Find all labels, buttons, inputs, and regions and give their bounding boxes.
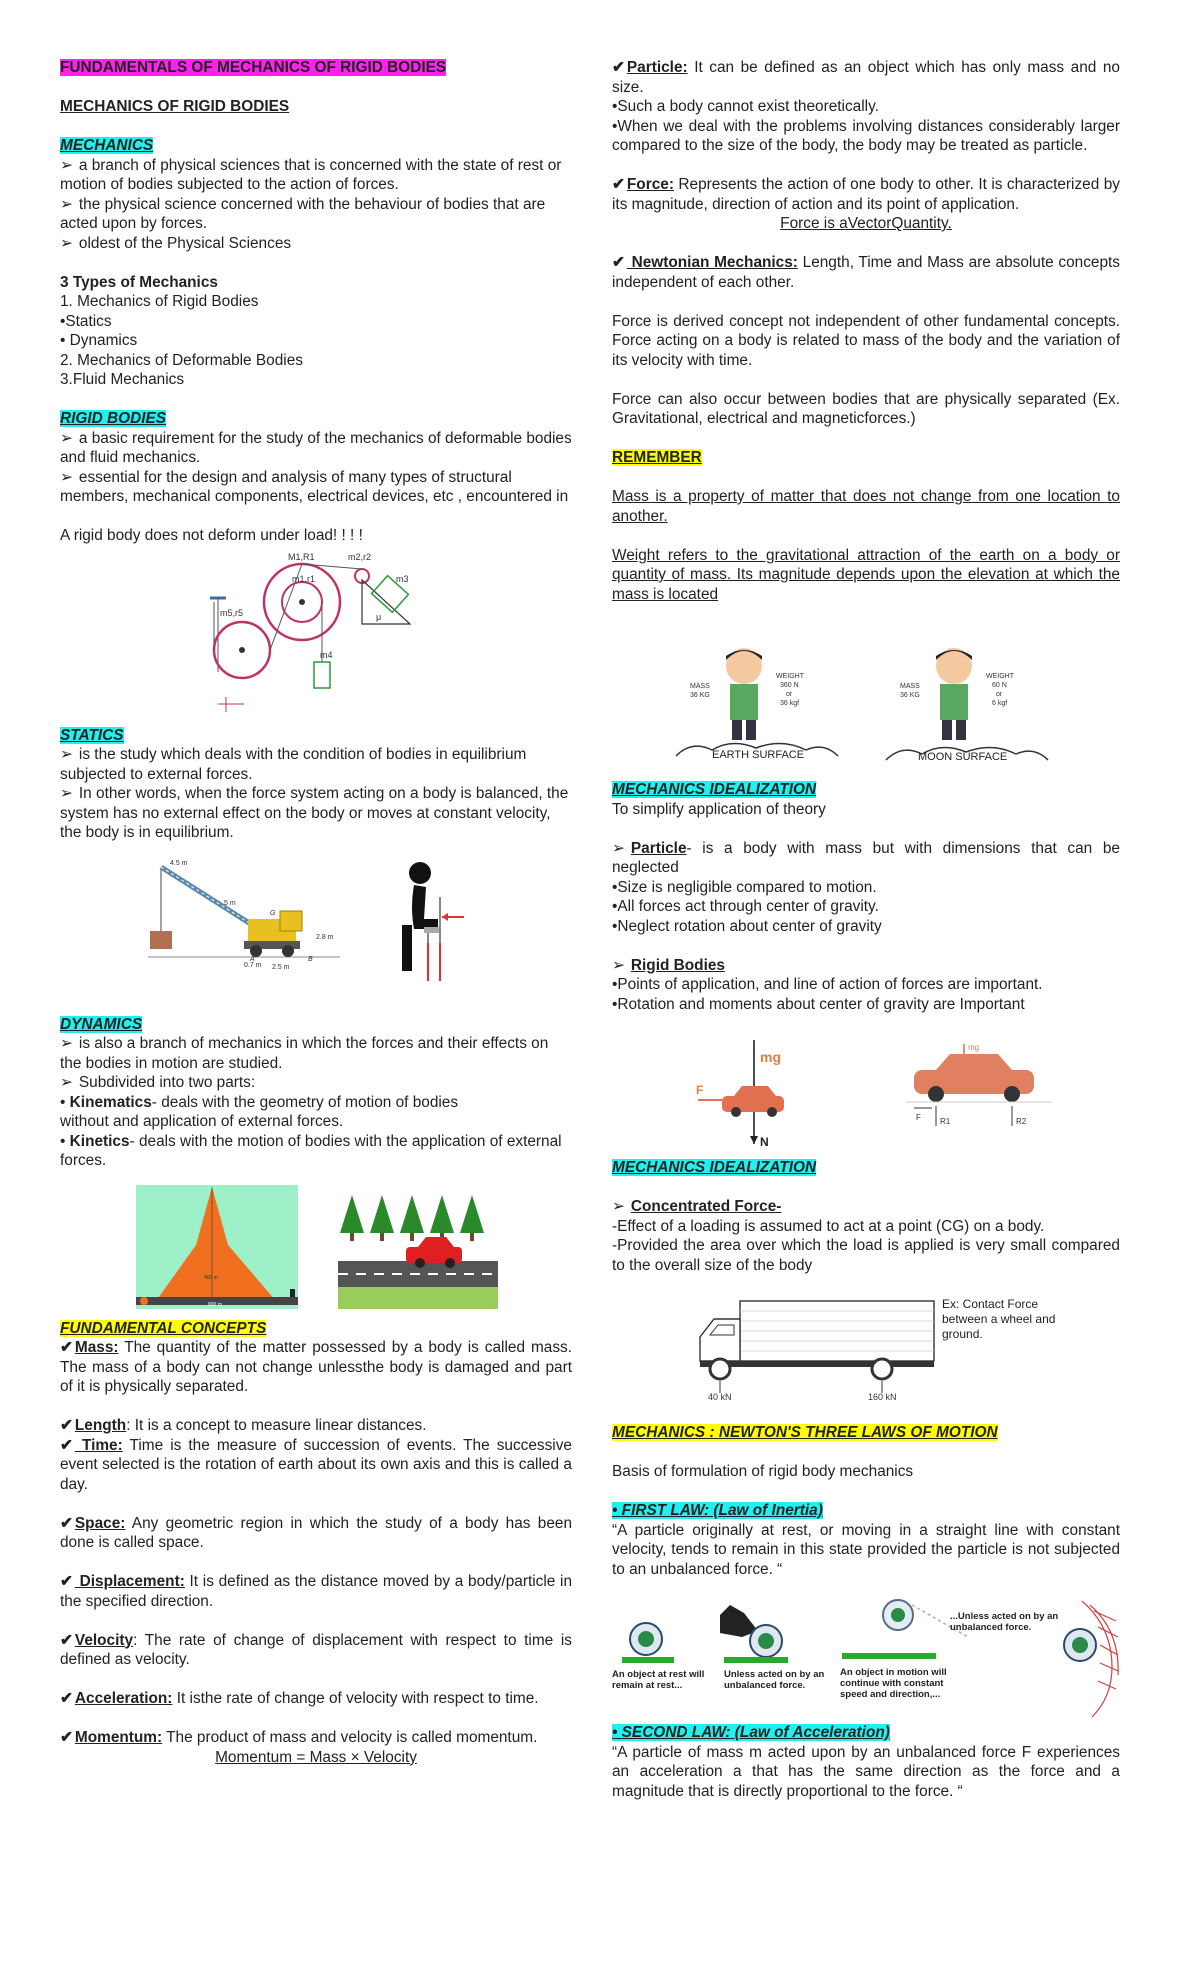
crane-label-g: G: [270, 909, 276, 917]
moon-weight-or: or: [996, 691, 1003, 698]
concept-mass: ✔ Mass: The quantity of the matter possessed by a body is called mass. The mass of a body can not change unlessthe body is damaged and part of it is physically separated.: [60, 1339, 572, 1395]
section-title: MECHANICS OF RIGID BODIES: [60, 98, 290, 115]
label-m5r5: m5,r5: [220, 607, 244, 618]
statics-item: ➢ is the study which deals with the condition of bodies in equilibrium subjected to external forces.: [60, 746, 527, 783]
car1-mg-label: mg: [760, 1049, 781, 1065]
types-item: 1. Mechanics of Rigid Bodies: [60, 293, 259, 310]
ball-caption-d: ...Unless acted on by an unbalanced force.: [950, 1611, 1059, 1633]
mechanics-heading: MECHANICS: [60, 137, 154, 154]
moon-weight-value2: 6 kgf: [992, 700, 1008, 707]
particle-definition: ✔ Particle: It can be defined as an object which has only mass and no size.: [612, 59, 1120, 96]
particle-idealization-item: •Neglect rotation about center of gravity: [612, 917, 882, 935]
momentum-formula: Momentum = Mass × Velocity: [215, 1748, 417, 1766]
label-mu: μ: [376, 611, 382, 622]
kinetics-item: • Kinetics- deals with the motion of bodies with the application of external forces.: [60, 1132, 562, 1169]
newton-heading: MECHANICS : NEWTON'S THREE LAWS OF MOTION: [612, 1424, 998, 1441]
dynamics-heading: DYNAMICS: [60, 1015, 143, 1033]
fundamental-heading: FUNDAMENTAL CONCEPTS: [60, 1319, 267, 1337]
remember-weight: Weight refers to the gravitational attraction of the earth on a body or quantity of mass. Its magnitude depends upon the elevation at which the mass is located: [612, 546, 1120, 603]
second-law-heading: • SECOND LAW: (Law of Acceleration): [612, 1724, 890, 1741]
types-item: 2. Mechanics of Deformable Bodies: [60, 351, 303, 369]
first-law-text: “A particle originally at rest, or moving in a straight line with constant velocity, tends to remain in this state provided the particle is not subjected to an unbalanced force. “: [612, 1521, 1120, 1578]
truck-load-2: 160 kN: [868, 1392, 897, 1401]
label-m1r1: m1,r1: [292, 573, 316, 584]
ball-caption-a: An object at rest will remain at rest...: [612, 1669, 705, 1691]
label-m3: m3: [396, 573, 409, 584]
dynamics-item: ➢ is also a branch of mechanics in which the forces and their effects on the bodies in motion are studied.: [60, 1035, 549, 1072]
concept-length: ✔ Length: It is a concept to measure linear distances.: [60, 1417, 427, 1434]
concept-acceleration: ✔ Acceleration: It isthe rate of change of velocity with respect to time.: [60, 1690, 539, 1707]
truck-figure: [696, 1297, 936, 1401]
idealization-car-figures: [612, 1038, 1120, 1154]
crane-label-height: 2.8 m: [316, 933, 334, 941]
car-road-figure: [338, 1185, 498, 1309]
rigid-idealization-item: •Rotation and moments about center of gravity are Important: [612, 995, 1025, 1013]
idealization-heading: MECHANICS IDEALIZATION: [612, 781, 817, 798]
car2-r2-label: R2: [1016, 1117, 1027, 1126]
crane-figure: [140, 857, 350, 985]
moon-mass-value: 36 KG: [900, 692, 920, 699]
kinematics-item: • Kinematics- deals with the geometry of motion of bodies without and application of external forces.: [60, 1093, 459, 1130]
page-title: FUNDAMENTALS OF MECHANICS OF RIGID BODIES: [60, 59, 447, 76]
label-m4: m4: [320, 649, 333, 660]
force-vector-note: Force is aVectorQuantity.: [780, 215, 952, 232]
idealization2-heading: MECHANICS IDEALIZATION: [612, 1159, 817, 1176]
earth-weight-label: WEIGHT: [776, 673, 804, 680]
truck-load-1: 40 kN: [708, 1392, 732, 1401]
remember-mass: Mass is a property of matter that does not change from one location to another.: [612, 488, 1120, 525]
right-column: [612, 58, 1120, 1801]
moon-weight-label: WEIGHT: [986, 673, 1014, 680]
first-law-figure: [612, 1597, 1120, 1723]
second-law-text: “A particle of mass m acted upon by an unbalanced force F experiences an acceleration a that has the same direction as the force and a magnitude that is directly proportional to the force. “: [612, 1743, 1120, 1800]
force-separated-text: Force can also occur between bodies that are physically separated (Ex. Gravitational, electrical and magneticforces.): [612, 390, 1120, 427]
rigid-heading: RIGID BODIES: [60, 410, 167, 427]
car1-n-label: N: [760, 1135, 769, 1149]
crane-label-a: A: [250, 955, 255, 963]
first-law-heading: • FIRST LAW: (Law of Inertia): [612, 1502, 823, 1519]
truck-figure-wrap: [612, 1297, 1120, 1401]
particle-idealization: ➢ Particle- is a body with mass but with dimensions that can be neglected: [612, 839, 1120, 876]
ball-1: [630, 1623, 662, 1655]
rigid-idealization-item: •Points of application, and line of action of forces are important.: [612, 976, 1043, 993]
types-item: • Dynamics: [60, 332, 138, 349]
particle-item: •Such a body cannot exist theoretically.: [612, 98, 879, 115]
rigid-note: A rigid body does not deform under load! ! ! !: [60, 527, 363, 544]
earth-surface-label: EARTH SURFACE: [712, 749, 805, 761]
moon-surface-label: MOON SURFACE: [918, 751, 1008, 762]
earth-weight-value2: 36 kgf: [780, 700, 800, 707]
car2-mg-label: mg: [968, 1043, 980, 1052]
moon-mass-label: MASS: [900, 683, 920, 690]
crane-label-b1: 0.7 m: [244, 961, 262, 969]
types-item: •Statics: [60, 312, 112, 330]
left-column: [60, 58, 572, 1767]
seated-person-figure: [380, 857, 470, 985]
car1-f-label: F: [696, 1083, 704, 1097]
rigid-car-figure: [902, 1038, 1052, 1150]
particle-idealization-item: •Size is negligible compared to motion.: [612, 878, 877, 896]
mechanics-item: ➢ a branch of physical sciences that is concerned with the state of rest or motion of bodies subjected to the action of forces.: [60, 156, 562, 193]
newton-basis: Basis of formulation of rigid body mechanics: [612, 1463, 914, 1480]
crane-label-mid: 5 m: [224, 899, 236, 907]
crane-label-b: B: [308, 955, 313, 963]
ball-caption-b: Unless acted on by an unbalanced force.: [724, 1669, 825, 1691]
idealization-subtitle: To simplify application of theory: [612, 800, 826, 818]
car2-r1-label: R1: [940, 1117, 951, 1126]
crane-label-b2: 2.5 m: [272, 963, 290, 971]
truck-note: Ex: Contact Force between a wheel and ground.: [942, 1297, 1056, 1341]
particle-car-figure: [688, 1038, 818, 1150]
earth-mass-label: MASS: [690, 683, 710, 690]
mechanics-item: ➢ the physical science concerned with the behaviour of bodies that are acted upon by forces.: [60, 195, 546, 232]
concentrated-force-item: -Provided the area over which the load is applied is very small compared to the overall size of the body: [612, 1237, 1120, 1274]
rigid-item: ➢ essential for the design and analysis of many types of structural members, mechanical components, electrical devices, etc , encountered in: [60, 468, 569, 505]
mechanics-item: ➢ oldest of the Physical Sciences: [60, 234, 292, 252]
force-derived-text: Force is derived concept not independent of other fundamental concepts. Force acting on a body is related to mass of the body and the variation of its velocity with time.: [612, 312, 1120, 369]
moon-weight-value1: 60 N: [992, 682, 1007, 689]
concept-space: ✔ Space: Any geometric region in which the study of a body has been done is called space.: [60, 1514, 572, 1551]
force-definition: ✔ Force: Represents the action of one body to other. It is characterized by its magnitude, direction of action and its point of application.: [612, 176, 1120, 213]
concentrated-force-item: -Effect of a loading is assumed to act at a point (CG) on a body.: [612, 1217, 1045, 1235]
mountain-label-h: 400 m: [204, 1274, 218, 1281]
statics-item: ➢ In other words, when the force system acting on a body is balanced, the system has no external effect on the body or moves at constant velocity, the body is in equilibrium.: [60, 785, 569, 841]
concept-velocity: ✔ Velocity: The rate of change of displacement with respect to time is defined as velocity.: [60, 1631, 572, 1668]
ball-caption-c: An object in motion will continue with constant speed and direction,...: [840, 1667, 947, 1700]
moon-surface-figure: [882, 644, 1052, 762]
remember-heading: REMEMBER: [612, 449, 702, 466]
rigid-idealization: ➢ Rigid Bodies: [612, 956, 725, 974]
particle-idealization-item: •All forces act through center of gravity.: [612, 898, 879, 915]
earth-surface-figure: [672, 644, 842, 762]
car2-f-label: F: [916, 1113, 921, 1122]
earth-mass-value: 36 KG: [690, 692, 710, 699]
label-M1R1: M1,R1: [288, 551, 315, 562]
mountain-figure: [136, 1185, 298, 1309]
weight-figures: [612, 644, 1120, 764]
types-heading: 3 Types of Mechanics: [60, 273, 218, 291]
concept-time: ✔ Time: Time is the measure of succession of events. The successive event selected is the rotation of earth about its own axis and this is called a day.: [60, 1436, 572, 1493]
types-item: 3.Fluid Mechanics: [60, 371, 185, 388]
dynamics-figures: [60, 1185, 572, 1313]
label-m2r2: m2,r2: [348, 551, 372, 562]
earth-weight-value1: 360 N: [780, 682, 799, 689]
mountain-label-w: 800 m: [208, 1301, 222, 1308]
statics-figures: [60, 857, 572, 987]
particle-item: •When we deal with the problems involving distances considerably larger compared to the size of the body, the body may be treated as particle.: [612, 117, 1120, 154]
rigid-item: ➢ a basic requirement for the study of the mechanics of deformable bodies and fluid mechanics.: [60, 429, 572, 466]
statics-heading: STATICS: [60, 726, 124, 744]
pulley-system-figure: [196, 552, 436, 722]
dynamics-item: ➢ Subdivided into two parts:: [60, 1074, 256, 1091]
newtonian-definition: ✔ Newtonian Mechanics: Length, Time and Mass are absolute concepts independent of each other.: [612, 254, 1120, 291]
crane-label-top: 4.5 m: [170, 859, 188, 867]
concept-displacement: ✔ Displacement: It is defined as the distance moved by a body/particle in the specified direction.: [60, 1573, 573, 1610]
concept-momentum: ✔ Momentum: The product of mass and velocity is called momentum.: [60, 1729, 538, 1746]
earth-weight-or: or: [786, 691, 793, 698]
concentrated-force-heading: ➢ Concentrated Force-: [612, 1198, 782, 1215]
